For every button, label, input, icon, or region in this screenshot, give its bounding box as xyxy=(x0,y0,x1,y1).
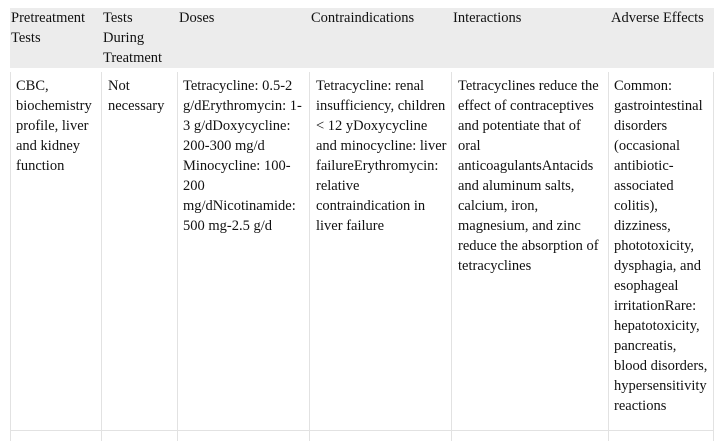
header-interactions: Interactions xyxy=(453,10,522,26)
header-tests-during-treatment: Tests During Treatment xyxy=(103,10,163,66)
cell-adverse-effects xyxy=(608,72,714,441)
cell-doses xyxy=(177,72,310,441)
cell-contraindications xyxy=(309,72,452,441)
cell-adverse-effects-text: Common: gastrointestinal disorders (occasional antibiotic-associated colitis), dizziness, phototoxicity, dysphagia, and esophageal irritationRare: hepatotoxicity, pancreatis, blood disorders, hypersensitivity reactions xyxy=(614,78,708,414)
header-contraindications: Contraindications xyxy=(311,10,415,26)
header-doses: Doses xyxy=(179,10,215,26)
cell-pretreatment-tests-text: CBC, biochemistry profile, liver and kidney function xyxy=(16,78,92,174)
cell-tests-during-treatment xyxy=(101,72,178,441)
cell-interactions-text: Tetracyclines reduce the effect of contraceptives and potentiate that of oral anticoagulantsAntacids and aluminum salts, calcium, iron, magnesium, and zinc reduce the absorption of tetracyclines xyxy=(458,78,599,274)
cell-tests-during-treatment-text: Not necessary xyxy=(108,78,165,114)
table-header-row xyxy=(10,8,714,68)
header-pretreatment-tests: Pretreatment Tests xyxy=(11,10,86,46)
header-adverse-effects: Adverse Effects xyxy=(611,10,704,26)
table-row xyxy=(10,72,714,441)
cell-pretreatment-tests xyxy=(10,72,102,441)
cell-doses-text: Tetracycline: 0.5-2 g/dErythromycin: 1-3 g/dDoxycycline: 200-300 mg/d Minocycline: 100-200 mg/dNicotinamide: 500 mg-2.5 g/d xyxy=(183,78,302,234)
cell-interactions xyxy=(451,72,609,441)
cell-contraindications-text: Tetracycline: renal insufficiency, children < 12 yDoxycycline and minocycline: liver failureErythromycin: relative contraindication in liver failure xyxy=(316,78,447,234)
table-bottom-border xyxy=(10,430,714,431)
